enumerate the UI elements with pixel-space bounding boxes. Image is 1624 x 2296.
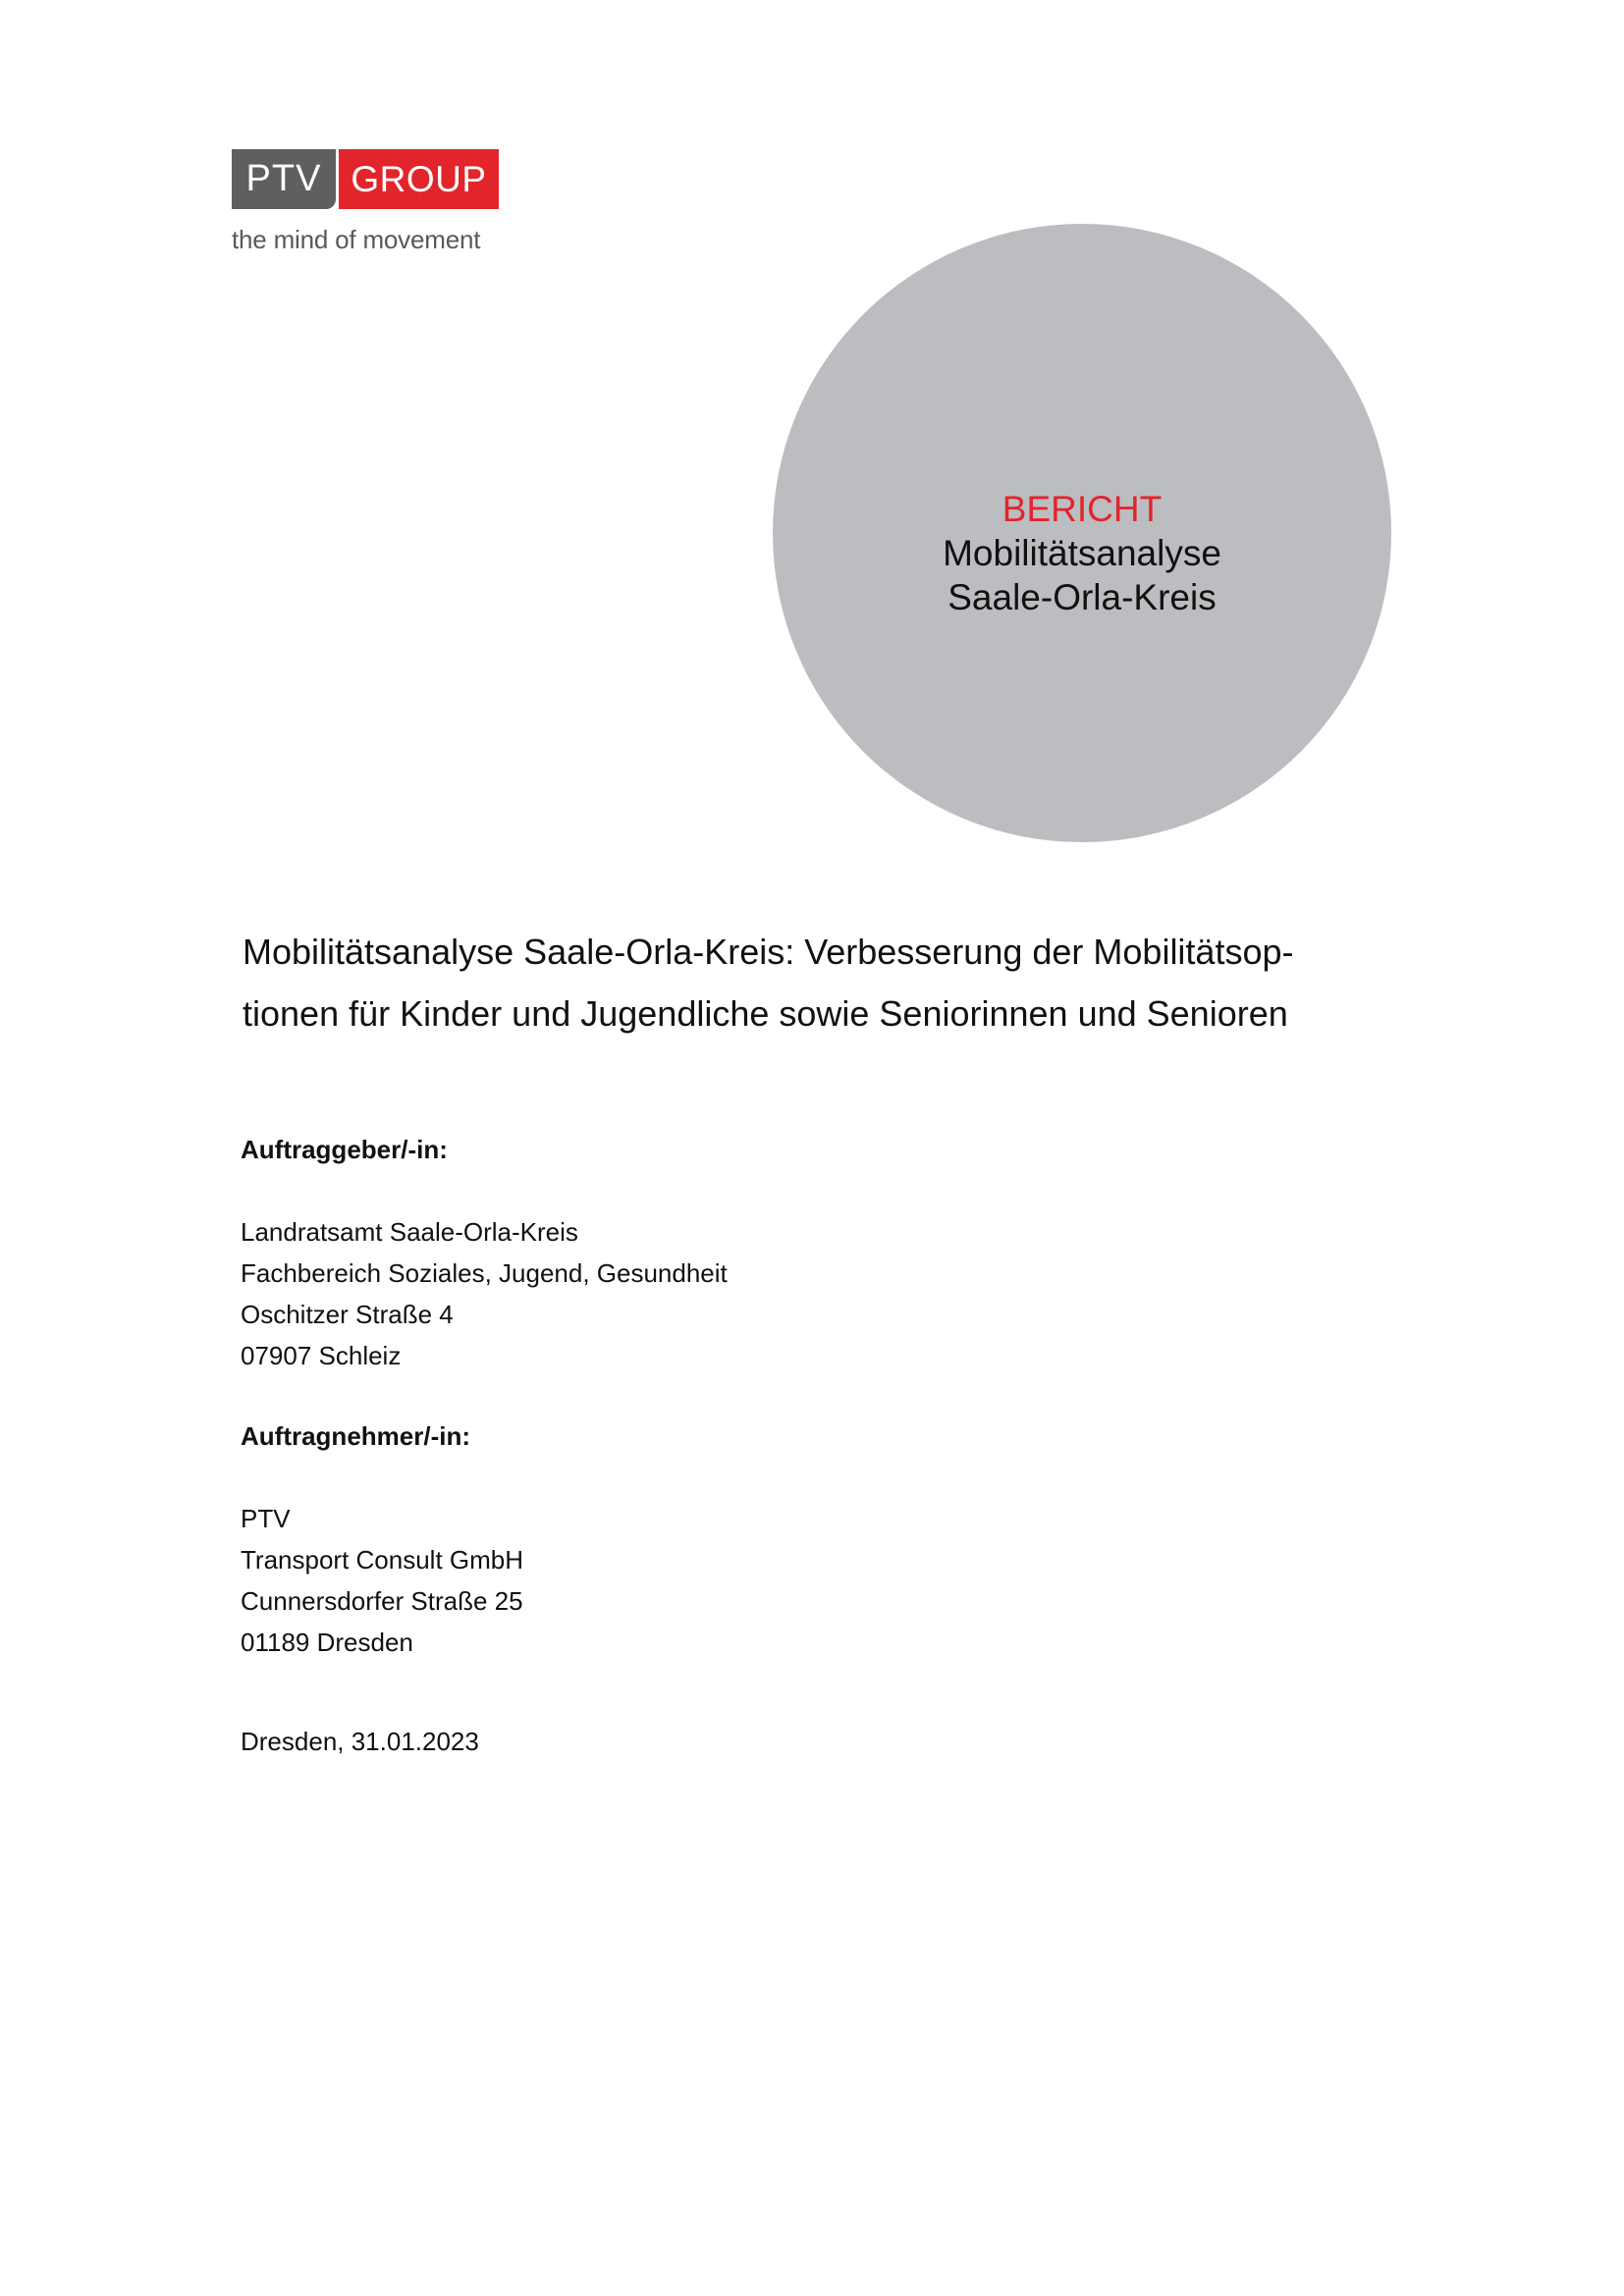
document-title-line-2: tionen für Kinder und Jugendliche sowie Seniorinnen und Senioren [243,993,1288,1034]
place-date: Dresden, 31.01.2023 [241,1727,479,1756]
contractor-line-1: PTV [241,1504,291,1533]
client-line-4: 07907 Schleiz [241,1341,402,1370]
cover-circle-text [773,487,1391,619]
logo-ptv-box: PTV [232,149,336,209]
contractor-block [241,1415,523,1663]
cover-circle-line-1: Mobilitätsanalyse [943,533,1221,573]
logo-group-box: GROUP [339,149,499,209]
client-label: Auftraggeber/-in: [241,1135,448,1164]
report-type-label: BERICHT [1001,489,1163,529]
client-line-3: Oschitzer Straße 4 [241,1300,454,1329]
document-title-line-1: Mobilitätsanalyse Saale-Orla-Kreis: Verbesserung der Mobilitätsop- [243,932,1294,972]
client-line-1: Landratsamt Saale-Orla-Kreis [241,1217,578,1247]
client-line-2: Fachbereich Soziales, Jugend, Gesundheit [241,1258,728,1288]
contractor-line-4: 01189 Dresden [241,1628,413,1657]
ptv-group-logo [232,149,499,209]
cover-circle-line-2: Saale-Orla-Kreis [947,577,1217,617]
contractor-line-3: Cunnersdorfer Straße 25 [241,1586,523,1616]
contractor-label: Auftragnehmer/-in: [241,1421,470,1451]
logo-tagline: the mind of movement [232,225,481,254]
document-title [243,921,1450,1044]
cover-circle [773,224,1391,842]
contractor-line-2: Transport Consult GmbH [241,1545,524,1575]
client-block [241,1129,728,1376]
